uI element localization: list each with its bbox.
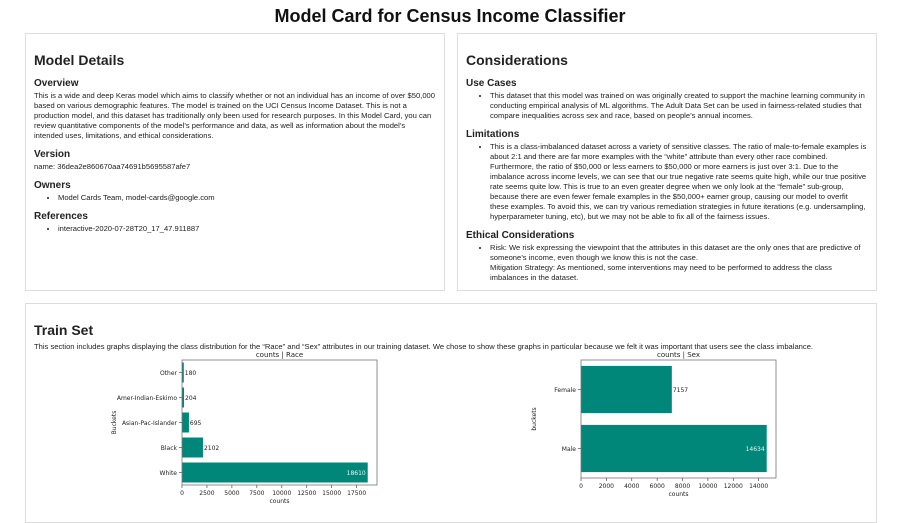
limitation-item: • This is a class-imbalanced dataset across a variety of sensitive classes. The ratio of male-to-female examples is about 2:1 and there are far more examples with the “white” attribute than every other race combined. Furthermore, the ratio of $50,000 or less earners to $50,000 or more earners is just over 3:1. Due to the imbalance across income levels, we can see that our true negative rate seems quite high, while our true positive rate seems quite low. This is true to an even greater degree when we only look at the “female” sub-group, because there are even fewer female examples in the $50,000+ earner group, causing our model to overfit these examples. To avoid this, we can try various remediation strategies in future iterations (e.g. undersampling, hyperparameter tuning, etc), but we may not be able to fix all of the fairness issues. [490,142,868,222]
y-axis-label: buckets [531,407,538,431]
owners-heading: Owners [34,180,71,191]
data-label: 2102 [203,445,220,452]
x-tick-label: 14000 [749,483,769,490]
bar-male [581,425,767,472]
y-tick-label: Female [554,387,576,394]
considerations-card [457,33,877,291]
x-tick-label: 8000 [674,483,691,490]
owner-item: • Model Cards Team, model-cards@google.com [58,193,436,203]
version-heading: Version [34,149,71,160]
x-tick-label: 0 [579,483,583,490]
x-tick-label: 12000 [723,483,743,490]
x-tick-label: 2000 [598,483,615,490]
bar-female [581,366,672,413]
limitations-list [466,142,868,222]
ethical-heading: Ethical Considerations [466,230,575,241]
chart-title: counts | Race [255,351,304,359]
data-label: 14634 [745,446,765,453]
bar-asian-pac-islander [182,413,189,433]
y-tick-label: Male [561,446,576,453]
x-tick-label: 15000 [322,490,342,497]
x-tick-label: 7500 [249,490,265,497]
version-text: name: 36dea2e860670aa74691b5695587afe7 [34,162,191,171]
y-tick-label: Amer-Indian-Eskimo [116,395,177,402]
ethical-risk: Risk: We risk expressing the viewpoint that the attributes in this dataset are the only ones that are predictive of someone’s income, even though we know this is not the case. [490,243,861,262]
data-label: 7157 [672,387,689,394]
x-tick-label: 4000 [624,483,640,490]
overview-text: This is a wide and deep Keras model which aims to classify whether or not an individual has an income of over $50,000 based on various demographic features. The model is trained on the UCI Census Income Dataset. This is not a production model, and this dataset has traditionally only been used for research purposes. In this Model Card, you can review quantitative components of the model’s performance and data, as well as information about the model’s intended uses, limitations, and ethical considerations. [34,91,436,140]
y-tick-label: Asian-Pac-Islander [121,420,177,427]
x-tick-label: 0 [180,490,184,497]
model-details-heading: Model Details [34,52,125,68]
race-bar-chart [100,347,390,506]
ethical-mitigation: Mitigation Strategy: As mentioned, some interventions may need to be performed to address the class imbalances in the dataset. [490,263,832,282]
x-tick-label: 6000 [649,483,665,490]
use-cases-list [466,91,868,121]
y-axis-label: Buckets [111,410,118,435]
page-title: Model Card for Census Income Classifier [274,6,626,26]
bar-white [182,463,368,483]
considerations-heading: Considerations [466,52,568,68]
model-details-card [25,33,445,291]
data-label: 695 [189,420,202,427]
overview-heading: Overview [34,78,79,89]
limitations-heading: Limitations [466,129,520,140]
data-label: 204 [185,395,197,402]
data-label: 18610 [346,470,366,477]
ethical-item [490,243,868,283]
x-axis-label: counts [269,498,290,505]
references-list [34,224,436,234]
y-tick-label: Black [160,445,177,452]
x-axis-label: counts [668,491,689,498]
train-set-description: This section includes graphs displaying the class distribution for the “Race” and “Sex” attributes in our training dataset. We chose to show these graphs in particular because we felt it was important that users see the class imbalance. [34,342,814,351]
chart-title: counts | Sex [657,351,700,359]
use-case-item: • This dataset that this model was trained on was originally created to support the machine learning community in conducting empirical analysis of ML algorithms. The Adult Data Set can be used in fairness-related studies that compare inequalities across sex and race, based on people’s annual incomes. [490,91,868,121]
train-set-heading: Train Set [34,322,94,338]
ethical-list [466,243,868,283]
bar-black [182,438,203,458]
x-tick-label: 5000 [224,490,240,497]
x-tick-label: 12500 [297,490,317,497]
references-heading: References [34,211,88,222]
x-tick-label: 17500 [347,490,367,497]
sex-bar-chart [530,347,780,506]
y-tick-label: White [159,470,177,477]
use-cases-heading: Use Cases [466,78,517,89]
data-label: 180 [184,370,197,377]
owners-list [34,193,436,203]
y-tick-label: Other [159,370,177,377]
x-tick-label: 2500 [199,490,215,497]
reference-item: • interactive-2020-07-28T20_17_47.911887 [58,224,436,234]
x-tick-label: 10000 [698,483,718,490]
x-tick-label: 10000 [272,490,292,497]
